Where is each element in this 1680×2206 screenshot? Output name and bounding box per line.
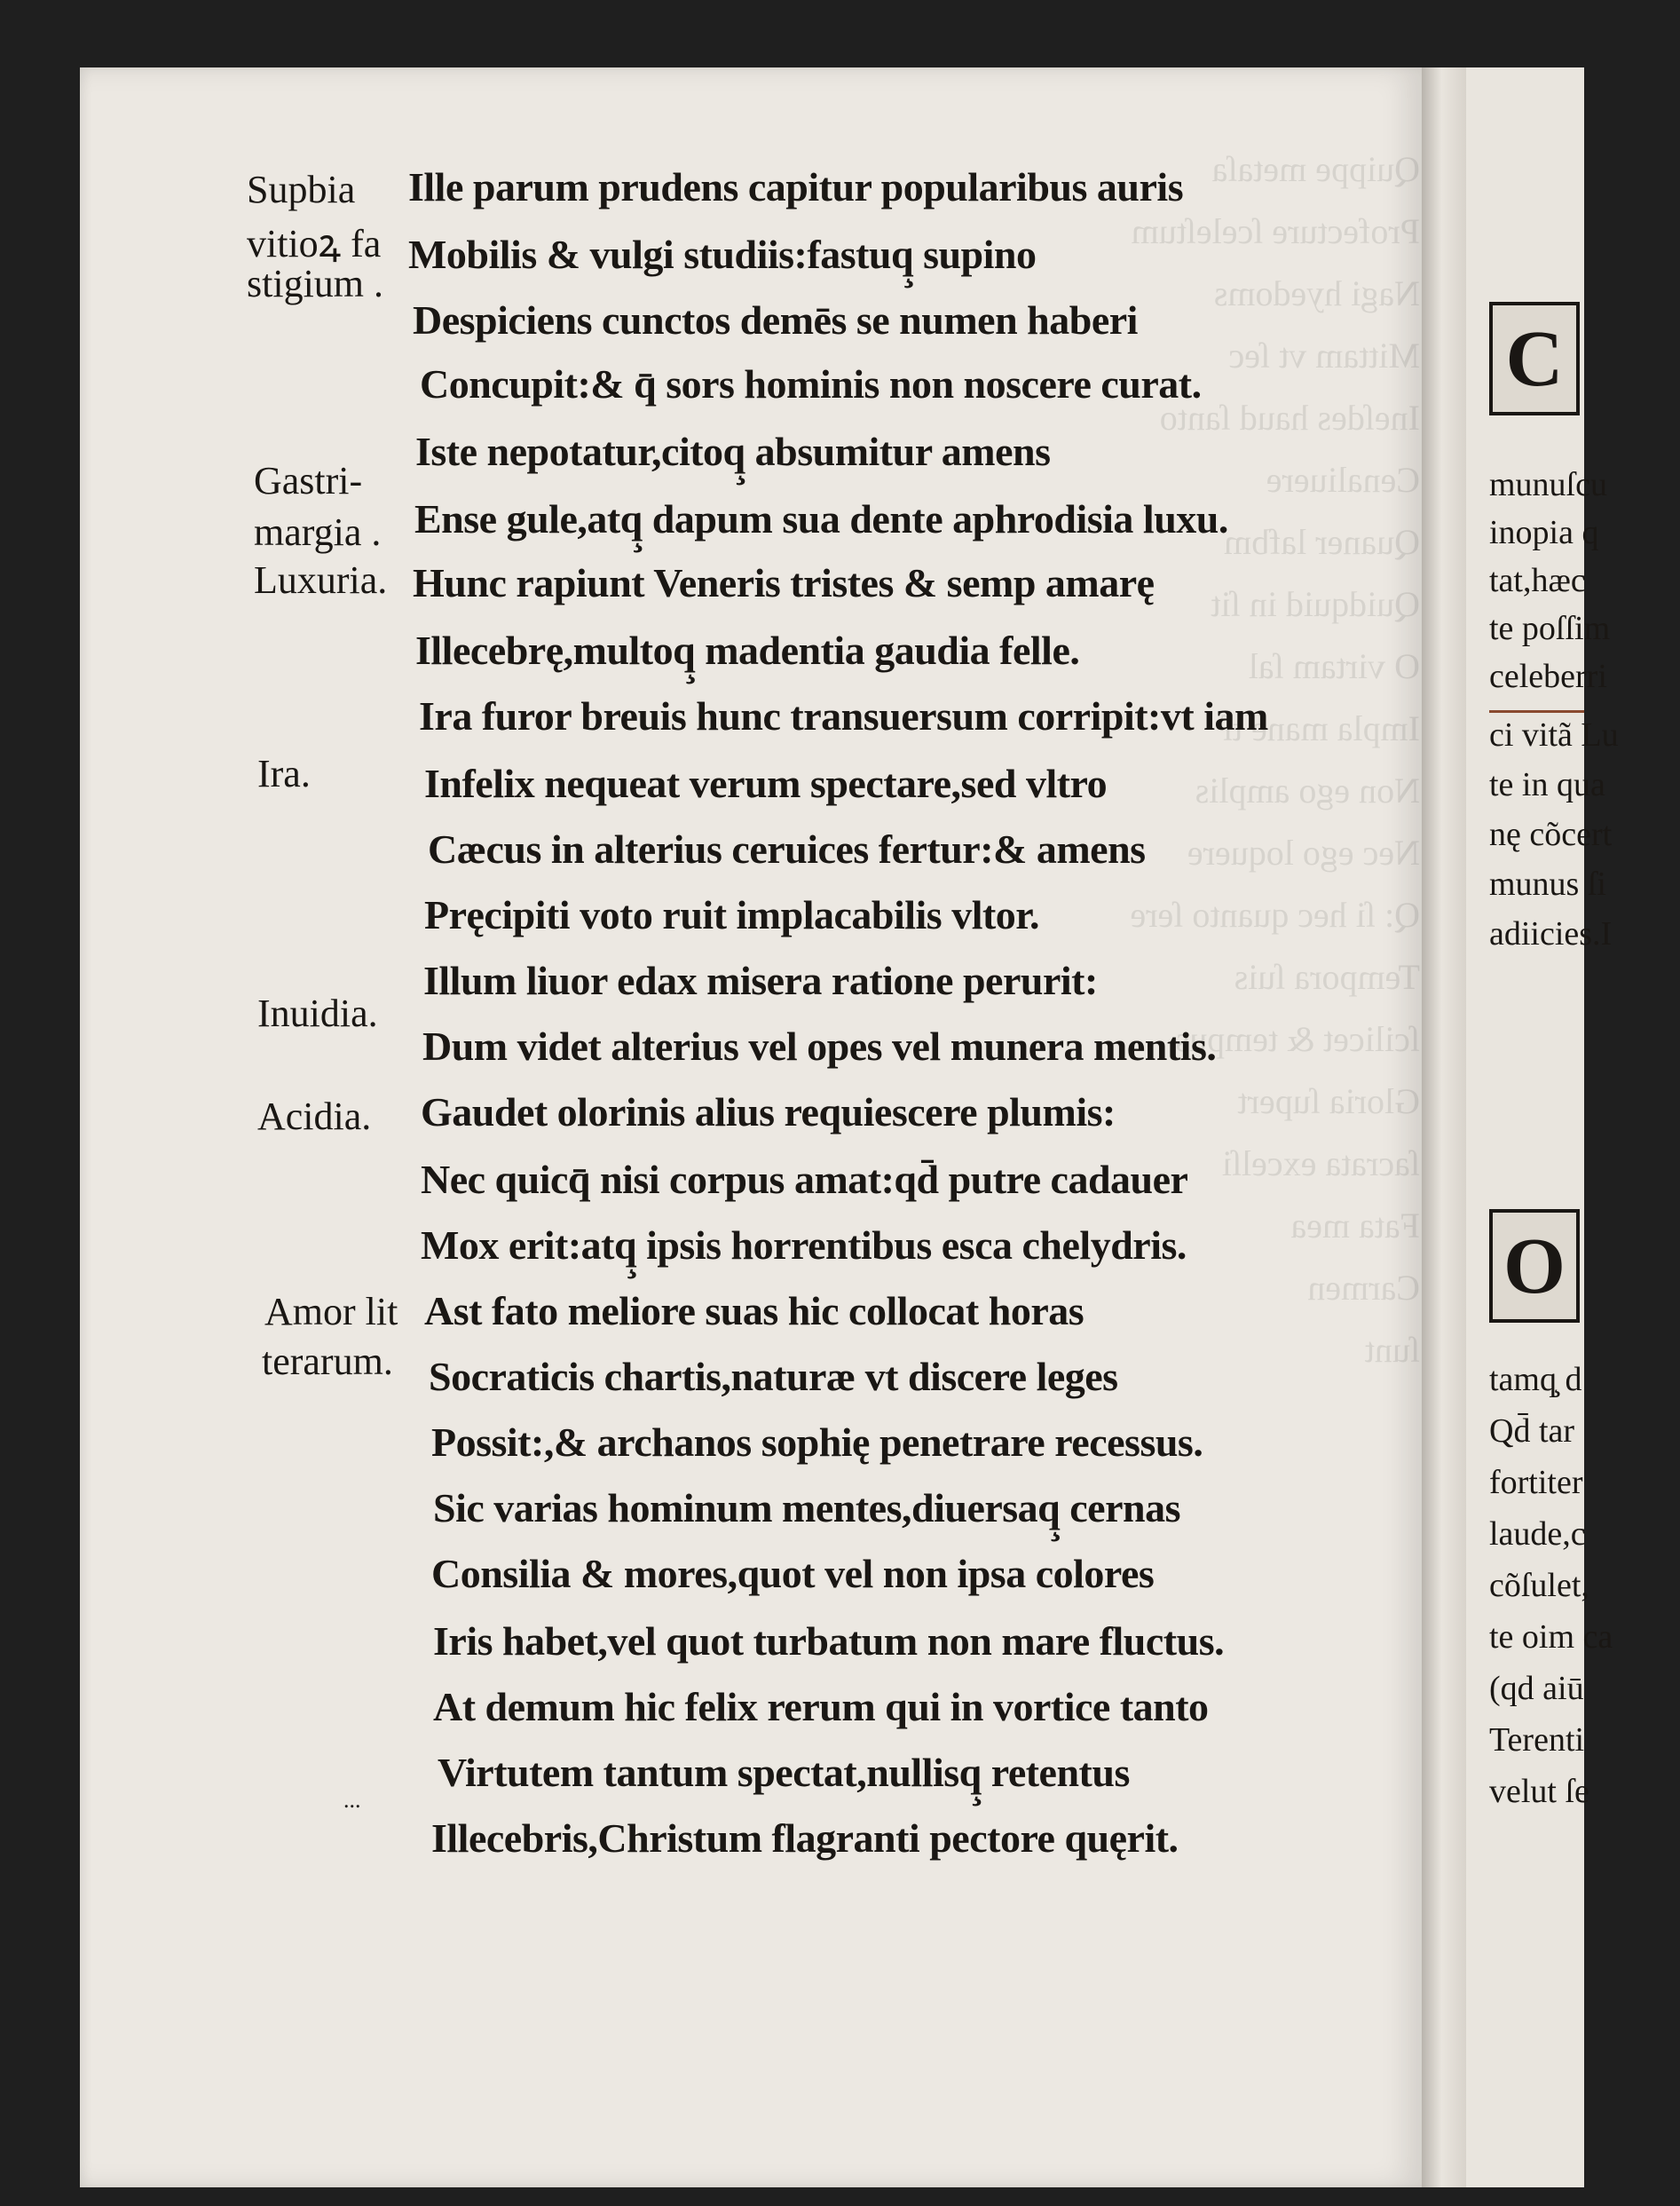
right-page-line: munus ſi	[1489, 866, 1606, 903]
verse-line: Concupit:& q̄ sors hominis non noscere curat.	[420, 361, 1202, 407]
book-page-left	[80, 67, 1422, 2187]
verse-line: Dum videt alterius vel opes vel munera mentis.	[422, 1024, 1217, 1069]
verse-line: Socraticis chartis,naturæ vt discere leges	[429, 1354, 1118, 1399]
right-page-line: celeberri	[1489, 658, 1607, 695]
right-page-line: Qd̄ tar	[1489, 1412, 1575, 1450]
right-page-line: velut ſe	[1489, 1773, 1589, 1810]
book-page-right	[1466, 67, 1619, 2187]
verse-line: Nec quicq̄ nisi corpus amat:qd̄ putre cadauer	[421, 1157, 1188, 1202]
right-page-line: (qd aiū	[1489, 1670, 1584, 1707]
verse-line: Consilia & mores,quot vel non ipsa colores	[431, 1551, 1155, 1596]
verse-line: Ille parum prudens capitur popularibus auris	[408, 164, 1184, 210]
right-page-line: cõſulet,	[1489, 1567, 1589, 1604]
marginal-note: margia .	[254, 510, 382, 554]
marginal-note: Luxuria.	[254, 558, 388, 602]
right-page-line: laude,c	[1489, 1515, 1586, 1553]
verse-line: Illecebris,Christum flagranti pectore quęrit.	[431, 1815, 1179, 1861]
verse-line: At demum hic felix rerum qui in vortice tanto	[433, 1684, 1209, 1729]
verse-line: Illum liuor edax misera ratione perurit:	[423, 958, 1098, 1003]
verse-line: Mox erit:atq̧ ipsis horrentibus esca chelydris.	[421, 1222, 1187, 1268]
right-page-line: te in qua	[1489, 766, 1605, 803]
marginal-note: stigium .	[247, 262, 384, 305]
marginal-note: vitioꝝ fa	[247, 222, 382, 265]
book-gutter	[1422, 67, 1466, 2187]
verse-line: Virtutem tantum spectat,nullisq̧ retentus	[438, 1750, 1130, 1795]
right-page-line: tat,hæc	[1489, 562, 1586, 599]
verse-line: Ast fato meliore suas hic collocat horas	[424, 1288, 1085, 1333]
verse-line: Cæcus in alterius ceruices fertur:& amens	[428, 826, 1146, 872]
right-page-line: tamq̧ d	[1489, 1361, 1582, 1398]
decorated-initial: C	[1489, 302, 1580, 415]
verse-line: Sic varias hominum mentes,diuersaq̧ cernas	[433, 1485, 1180, 1530]
right-page-line: te oim ca	[1489, 1618, 1613, 1656]
verse-line: Iris habet,vel quot turbatum non mare fluctus.	[433, 1618, 1225, 1664]
right-page-line: adiicies.I	[1489, 915, 1613, 953]
verse-line: Gaudet olorinis alius requiescere plumis:	[421, 1089, 1116, 1135]
marginal-note: Gastri-	[254, 459, 363, 502]
red-underline	[1489, 710, 1584, 713]
right-page-line: inopia q	[1489, 514, 1599, 551]
decorated-initial: O	[1489, 1209, 1580, 1323]
marginal-note: Acidia.	[257, 1095, 372, 1138]
right-page-line: fortiter	[1489, 1464, 1583, 1501]
verse-line: Pręcipiti voto ruit implacabilis vltor.	[424, 892, 1040, 937]
verse-line: Ira furor breuis hunc transuersum corripit:vt iam	[419, 693, 1268, 739]
verse-line: Mobilis & vulgi studiis:fastuq̧ supino	[408, 232, 1037, 277]
right-page-line: munuſcu	[1489, 466, 1607, 503]
right-page-line: nę cõcert	[1489, 816, 1613, 853]
marginal-note: terarum.	[262, 1340, 393, 1383]
verse-line: Iste nepotatur,citoq̧ absumitur amens	[415, 429, 1051, 474]
verse-line: Despiciens cunctos demēs se numen haberi	[413, 297, 1138, 343]
marginal-note: Supbia	[247, 168, 356, 211]
verse-line: Hunc rapiunt Veneris tristes & semp amarę	[413, 560, 1155, 605]
verse-line: Infelix nequeat verum spectare,sed vltro	[424, 761, 1108, 806]
verse-line: Illecebrę,multoq̧ madentia gaudia felle.	[415, 628, 1080, 673]
right-page-line: Terenti	[1489, 1721, 1585, 1759]
marginal-note: Amor lit	[264, 1290, 398, 1333]
marginal-dots: ...	[343, 1787, 361, 1813]
right-page-line: ci vitã Lu	[1489, 716, 1619, 754]
marginal-note: Ira.	[257, 752, 311, 795]
right-page-line: te poſſim	[1489, 610, 1611, 647]
marginal-note: Inuidia.	[257, 992, 378, 1035]
bleed-through-text: Quippe metaſa Profecture ſceleſtum Nagi hyedoms Mittam vt ſec Ineſdes haud ſanto Cenaliuere Quaner lafbm Quidquid in ſit O virtam ſal Impla mane tſ Non ego amplis Nec ego loquere Q: ſi hec quanto ſere Tempora ſuis ſcilicet & tempus Gloria ſupert ſacrata excelſi Fata mea Carmen ſunt	[1130, 149, 1420, 1370]
verse-line: Possit:,& archanos sophię penetrare recessus.	[431, 1419, 1203, 1465]
verse-line: Ense gule,atq̧ dapum sua dente aphrodisia luxu.	[414, 496, 1228, 542]
